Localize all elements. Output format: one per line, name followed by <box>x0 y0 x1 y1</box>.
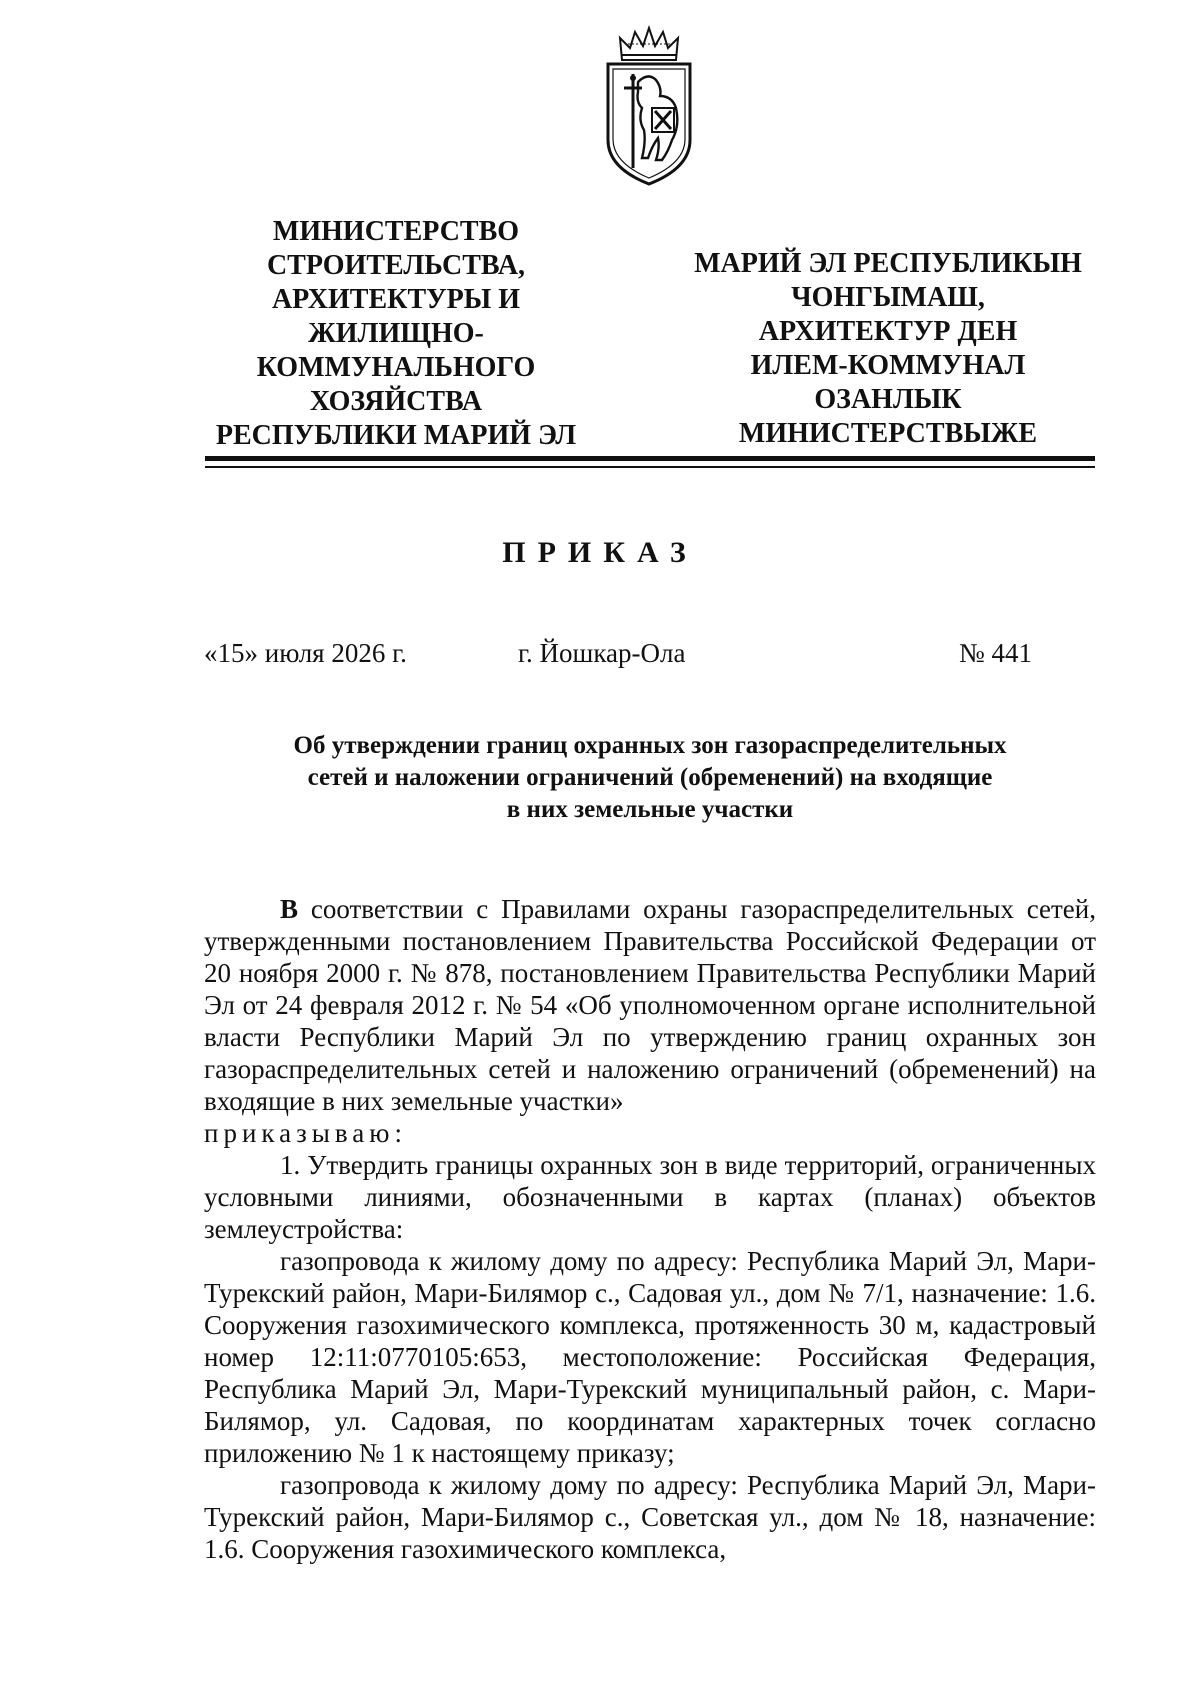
ministry-name-line: СТРОИТЕЛЬСТВА, <box>266 250 526 281</box>
ministry-name-line: ИЛЕМ-КОММУНАЛ <box>750 350 1026 381</box>
ministry-name-line: АРХИТЕКТУРЫ И <box>271 284 521 315</box>
ministry-name-line: ОЗАНЛЫК <box>814 384 962 415</box>
ministry-name-russian <box>196 215 596 453</box>
header-divider-thick <box>205 456 1095 461</box>
coat-of-arms-emblem <box>602 22 696 192</box>
ministry-name-line: ЧОНГЫМАШ, <box>791 282 985 313</box>
ministry-name-line: КОММУНАЛЬНОГО <box>256 352 536 383</box>
order-city: г. Йошкар-Ола <box>518 638 686 668</box>
order-subject <box>200 730 1100 826</box>
ministry-name-line: ХОЗЯЙСТВА <box>309 386 483 417</box>
preamble-first-word: В <box>280 894 299 924</box>
subject-line: в них земельные участки <box>506 796 794 823</box>
order-date: «15» июля 2026 г. <box>204 638 407 668</box>
ministry-name-mari <box>668 247 1108 451</box>
order-body <box>204 893 1096 1565</box>
subject-line: Об утверждении границ охранных зон газораспределительных <box>293 732 1007 759</box>
order-number: № 441 <box>959 638 1033 668</box>
header-divider-thin <box>205 466 1095 468</box>
ministry-name-line: МАРИЙ ЭЛ РЕСПУБЛИКЫН <box>694 248 1082 279</box>
ministry-name-line: МИНИСТЕРСТВО <box>272 216 520 247</box>
subject-line: сетей и наложении ограничений (обременений) на входящие <box>307 764 993 791</box>
item-1b-paragraph: газопровода к жилому дому по адресу: Республика Марий Эл, Мари-Турекский район, Мари-Билямор с., Советская ул., дом № 18, назначение: 1.6. Сооружения газохимического комплекса, <box>204 1470 1096 1564</box>
ministry-name-line: МИНИСТЕРСТВЫЖЕ <box>738 418 1038 449</box>
document-type-title: ПРИКАЗ <box>502 536 698 569</box>
ministry-name-line: ЖИЛИЩНО- <box>308 318 484 349</box>
item-1-paragraph: 1. Утвердить границы охранных зон в виде территорий, ограниченных условными линиями, обозначенными в картах (планах) объектов землеустройства: <box>204 1150 1096 1244</box>
preamble-text: соответствии с Правилами охраны газораспределительных сетей, утвержденными постановлением Правительства Российской Федерации от 20 ноября 2000 г. № 878, постановлением Правительства Республики Марий Эл от 24 февраля 2012 г. № 54 «Об уполномоченном органе исполнительной власти Республики Марий Эл по утверждению границ охранных зон газораспределительных сетей и наложению ограничений (обременений) на входящие в них земельные участки» <box>204 894 1096 1116</box>
ministry-name-line: АРХИТЕКТУР ДЕН <box>758 316 1018 347</box>
item-1a-paragraph: газопровода к жилому дому по адресу: Республика Марий Эл, Мари-Турекский район, Мари-Билямор с., Садовая ул., дом № 7/1, назначение: 1.6. Сооружения газохимического комплекса, протяженность 30 м, кадастровый номер 12:11:0770105:653, местоположение: Российская Федерация, Республика Марий Эл, Мари-Турекский муниципальный район, с. Мари-Билямор, ул. Садовая, по координатам характерных точек согласно приложению № 1 к настоящему приказу; <box>204 1246 1096 1468</box>
preamble-paragraph <box>204 893 1096 1149</box>
order-word: приказываю: <box>204 1118 407 1148</box>
ministry-name-line: РЕСПУБЛИКИ МАРИЙ ЭЛ <box>215 420 577 451</box>
